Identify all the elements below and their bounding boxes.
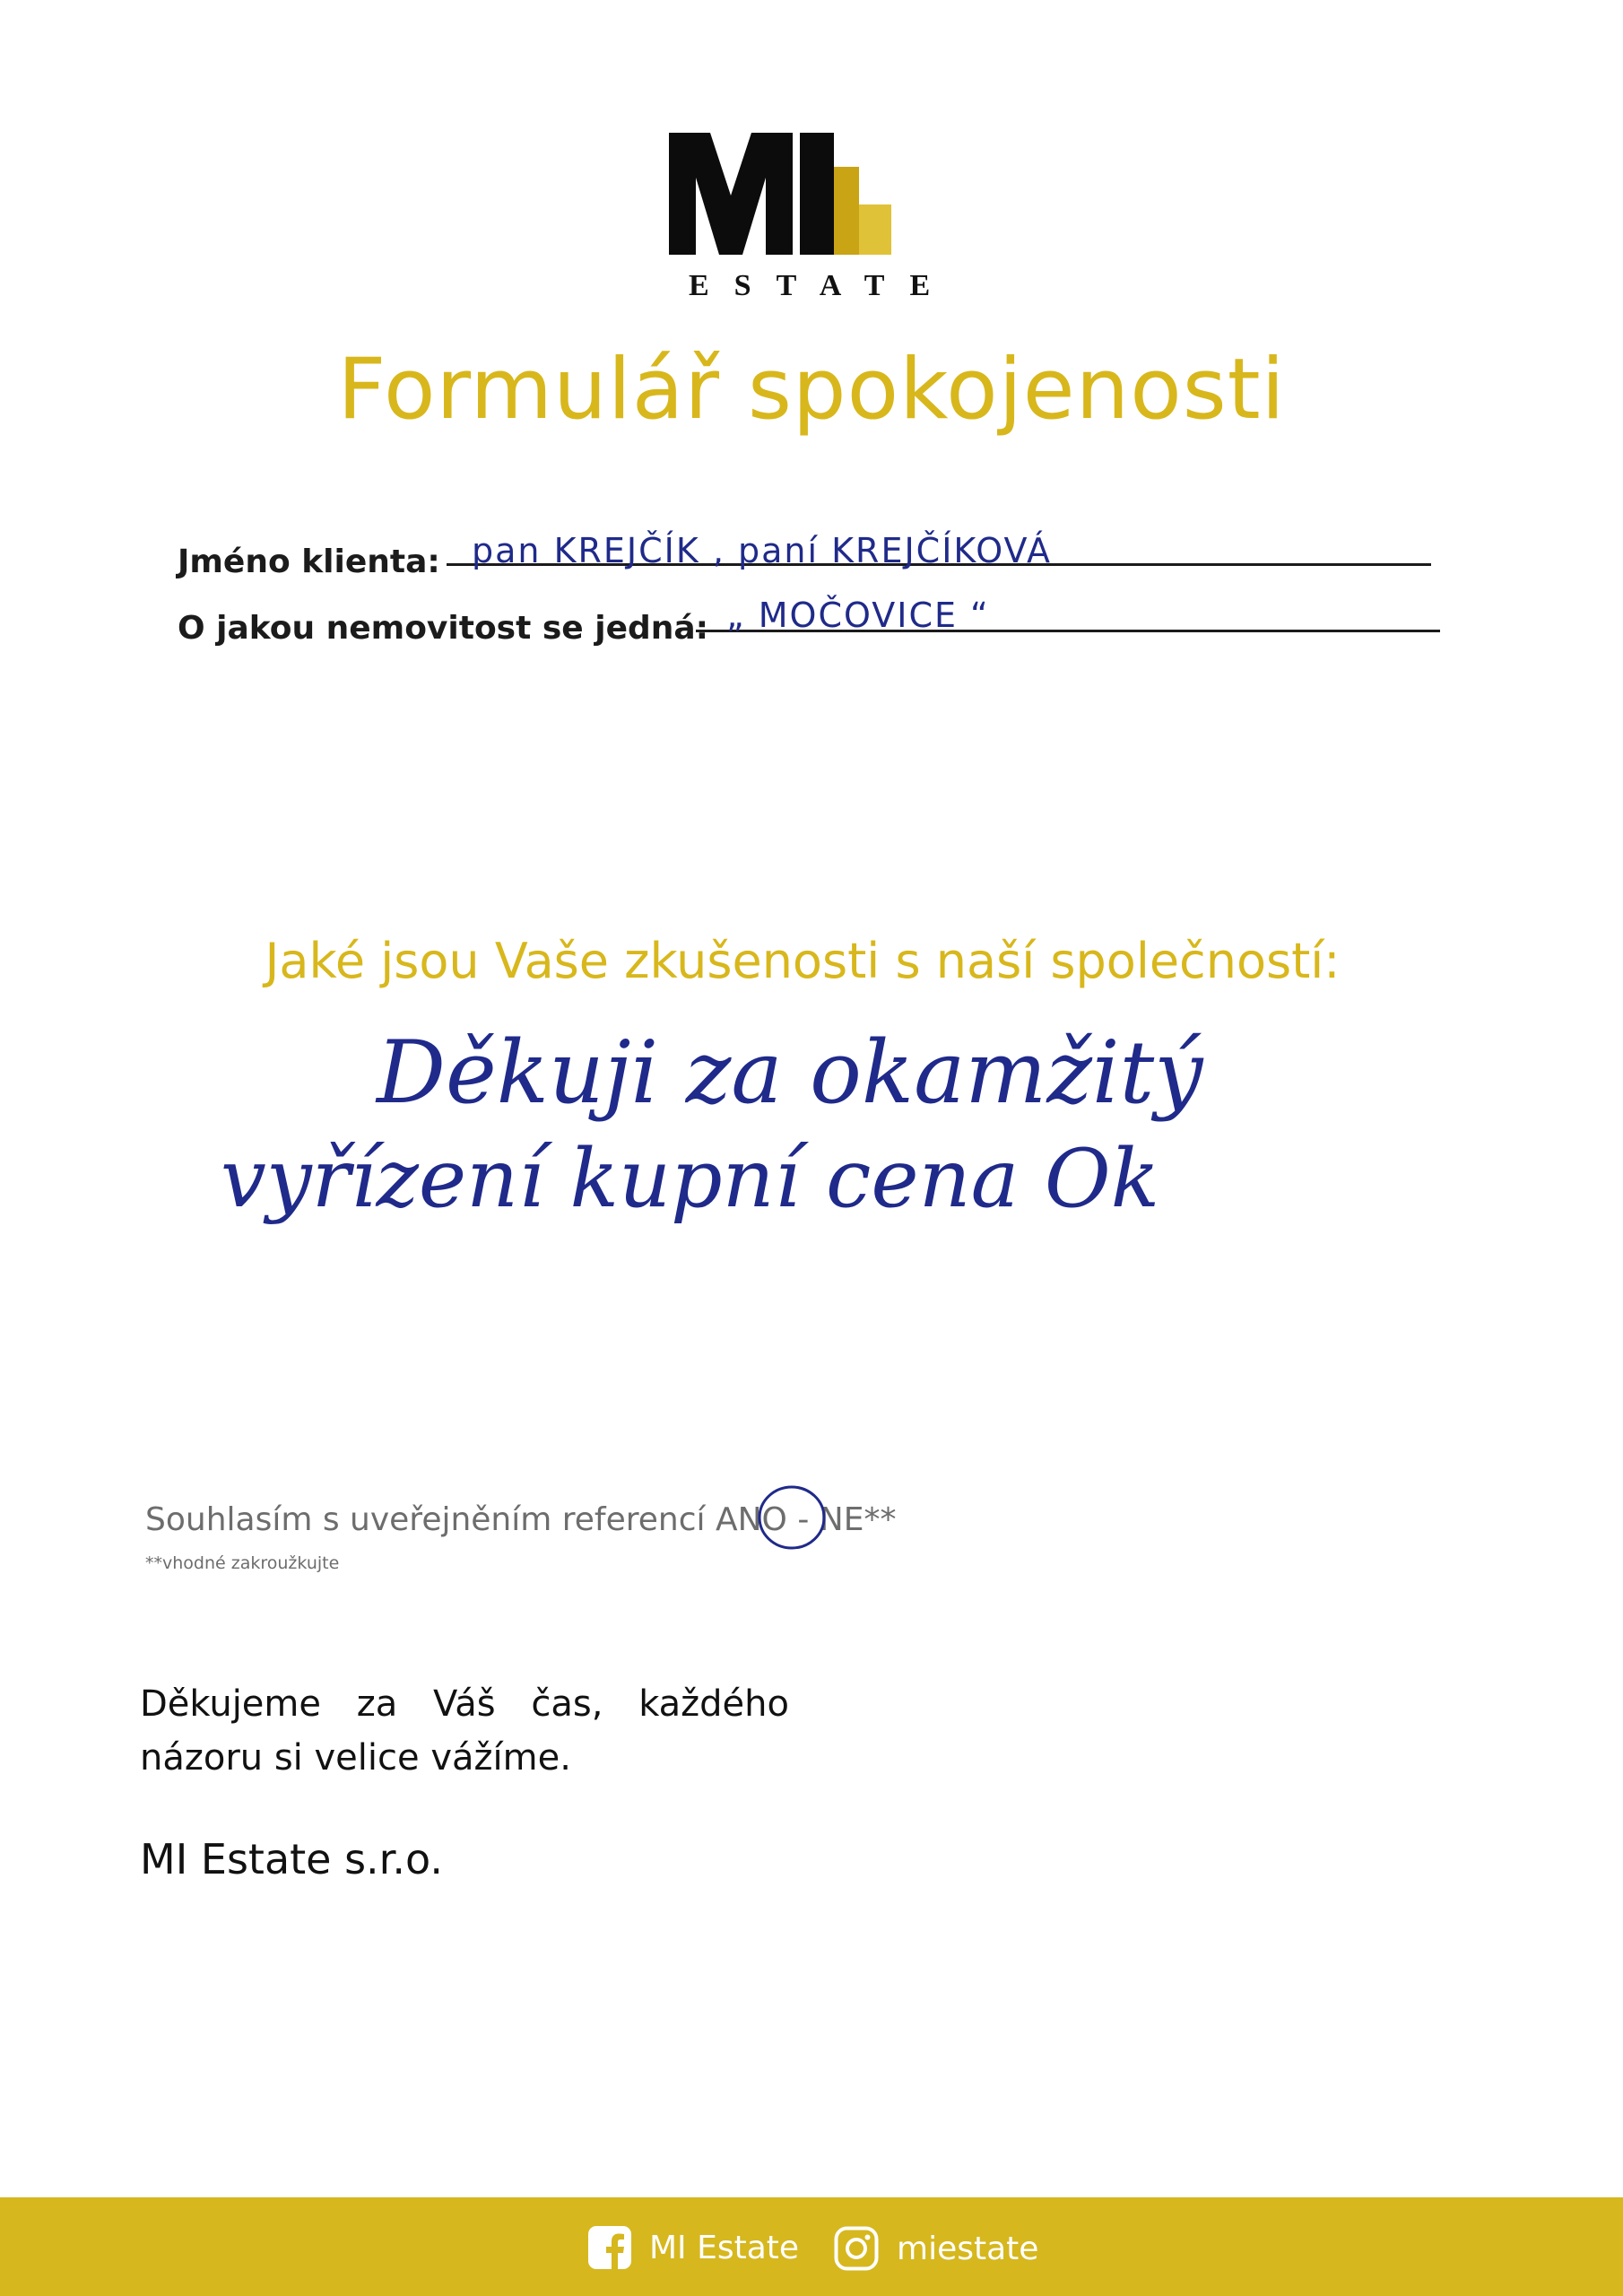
- consent-yes[interactable]: ANO: [715, 1501, 787, 1538]
- footer-instagram[interactable]: [834, 2226, 1038, 2271]
- facebook-icon: [588, 2226, 631, 2269]
- consent-separator: -: [786, 1501, 820, 1538]
- page-title: Formulář spokojenosti: [337, 341, 1286, 439]
- experience-question: Jaké jsou Vaše zkušenosti s naší společností:: [265, 933, 1341, 989]
- consent-text: Souhlasím s uveřejněním referencí: [145, 1501, 706, 1538]
- footer-bar: [0, 2197, 1623, 2296]
- logo-wordmark: ESTATE: [689, 269, 956, 302]
- consent-note: **vhodné zakroužkujte: [145, 1553, 340, 1573]
- consent-no[interactable]: NE**: [819, 1501, 897, 1538]
- instagram-label: miestate: [897, 2230, 1039, 2267]
- client-name-value: pan KREJČÍK , paní KREJČÍKOVÁ: [472, 531, 1053, 570]
- answer-line-2: vyřízení kupní cena Ok: [221, 1132, 1160, 1226]
- footer-facebook[interactable]: [588, 2226, 799, 2269]
- property-label: O jakou nemovitost se jedná:: [178, 610, 709, 647]
- company-name: MI Estate s.r.o.: [140, 1835, 443, 1883]
- client-name-label: Jméno klienta:: [178, 544, 440, 580]
- property-value: „ MOČOVICE “: [726, 596, 990, 635]
- answer-line-1: Děkuji za okamžitý: [377, 1022, 1203, 1123]
- facebook-label: MI Estate: [649, 2229, 800, 2266]
- consent-selection-circle: [756, 1480, 828, 1552]
- instagram-icon: [834, 2226, 879, 2271]
- thanks-message: Děkujeme za Váš čas, každého názoru si velice vážíme.: [140, 1683, 789, 1779]
